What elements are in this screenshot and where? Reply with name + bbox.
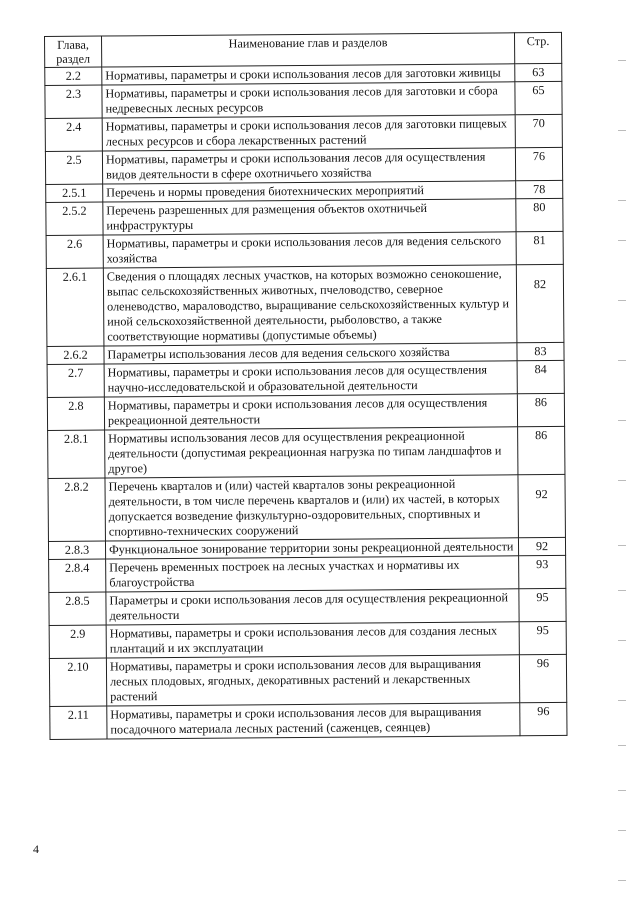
section-title: Нормативы, параметры и сроки использования лесов для выращивания посадочного материала лесных растений (саженцев, сеянцев) — [107, 703, 520, 739]
section-page: 83 — [517, 342, 564, 360]
section-number: 2.6.2 — [47, 346, 104, 364]
section-page: 96 — [520, 702, 567, 735]
margin-tick — [618, 480, 626, 481]
section-number: 2.2 — [45, 67, 102, 85]
section-number: 2.3 — [45, 85, 102, 118]
table-row — [45, 81, 562, 118]
table-header-row — [45, 32, 562, 67]
section-number: 2.5 — [45, 151, 102, 184]
section-title: Нормативы, параметры и сроки использования лесов для выращивания лесных плодовых, ягодных, декоративных растений и лекарственных растений — [106, 655, 519, 706]
section-page: 81 — [516, 231, 563, 264]
section-page: 95 — [519, 621, 566, 654]
table-row — [46, 198, 563, 235]
margin-tick — [618, 240, 626, 241]
table-of-contents — [44, 32, 568, 740]
header-chapter-title: Наименование глав и разделов — [102, 33, 515, 67]
section-number: 2.5.2 — [46, 202, 103, 235]
section-page: 95 — [519, 588, 566, 621]
section-number: 2.6 — [46, 235, 103, 268]
section-page: 93 — [519, 555, 566, 588]
margin-tick — [618, 880, 626, 881]
scan-margin-marks — [600, 0, 630, 905]
section-number: 2.10 — [49, 658, 106, 706]
table-row — [47, 360, 564, 397]
section-number: 2.11 — [50, 706, 107, 739]
section-title: Перечень кварталов и (или) частей кварталов зоны рекреационной деятельности, в том числе перечень кварталов и (или) их частей, в которых допускается возведение физкультурно-оздоровительных, спортивных и спортивно-технических сооружений — [105, 475, 518, 541]
margin-tick — [618, 200, 626, 201]
section-page: 86 — [518, 426, 565, 474]
margin-tick — [618, 420, 626, 421]
margin-tick — [618, 60, 626, 61]
section-page: 80 — [516, 198, 563, 231]
section-page: 96 — [519, 654, 566, 702]
table-row — [49, 654, 566, 706]
section-page: 86 — [517, 393, 564, 426]
section-title: Функциональное зонирование территории зоны рекреационной деятельности — [105, 538, 518, 559]
table-row — [48, 426, 565, 478]
header-page: Стр. — [514, 32, 561, 63]
section-title: Нормативы, параметры и сроки использования лесов для осуществления научно-исследовательской и образовательной деятельности — [104, 361, 517, 397]
margin-tick — [618, 545, 626, 546]
section-title: Нормативы использования лесов для осуществления рекреационной деятельности (допустимая рекреационная нагрузка по типам ландшафтов и другое) — [105, 427, 518, 478]
table-row — [49, 621, 566, 658]
section-page: 63 — [515, 63, 562, 81]
toc-sheet — [44, 32, 568, 740]
section-title: Перечень и нормы проведения биотехнических мероприятий — [103, 181, 516, 202]
table-row — [47, 393, 564, 430]
section-number: 2.9 — [49, 625, 106, 658]
margin-tick — [618, 360, 626, 361]
table-row — [50, 702, 567, 739]
section-page: 65 — [515, 81, 562, 114]
section-title: Параметры использования лесов для ведения сельского хозяйства — [104, 343, 517, 364]
table-body — [45, 63, 567, 739]
section-number: 2.8.3 — [48, 541, 105, 559]
section-page: 92 — [518, 537, 565, 555]
table-row — [45, 114, 562, 151]
section-page: 82 — [516, 264, 564, 342]
section-number: 2.8.2 — [48, 478, 105, 541]
table-row — [46, 231, 563, 268]
section-title: Перечень разрешенных для размещения объектов охотничьей инфраструктуры — [103, 199, 516, 235]
section-number: 2.8 — [47, 397, 104, 430]
section-title: Сведения о площадях лесных участков, на которых возможно сенокошение, выпас сельскохозяйственных животных, пчеловодство, северное оленеводство, мараловодство, выращивание сельскохозяйственных культур и иной сельскохозяйственной деятельности, рыболовство, а также соответствующие нормативы (допустимые объемы) — [103, 265, 517, 346]
section-title: Нормативы, параметры и сроки использования лесов для ведения сельского хозяйства — [103, 232, 516, 268]
section-page: 76 — [515, 147, 562, 180]
section-page: 78 — [516, 180, 563, 198]
table-row — [48, 474, 565, 541]
section-page: 70 — [515, 114, 562, 147]
section-number: 2.5.1 — [46, 184, 103, 202]
table-row — [49, 588, 566, 625]
section-title: Параметры и сроки использования лесов для осуществления рекреационной деятельности — [106, 589, 519, 625]
section-number: 2.8.1 — [48, 430, 105, 478]
section-title: Нормативы, параметры и сроки использования лесов для заготовки живицы — [102, 64, 515, 85]
section-title: Нормативы, параметры и сроки использования лесов для осуществления видов деятельности в сфере охотничьего хозяйства — [102, 148, 515, 184]
margin-tick — [618, 700, 626, 701]
section-title: Нормативы, параметры и сроки использования лесов для заготовки и сбора недревесных лесных ресурсов — [102, 82, 515, 118]
header-chapter-section: Глава, раздел — [45, 36, 102, 67]
section-number: 2.6.1 — [46, 268, 104, 346]
table-row — [46, 264, 564, 346]
margin-tick — [618, 830, 626, 831]
margin-tick — [618, 745, 626, 746]
margin-tick — [618, 590, 626, 591]
table-row — [45, 147, 562, 184]
margin-tick — [618, 640, 626, 641]
section-number: 2.8.5 — [49, 592, 106, 625]
section-title: Нормативы, параметры и сроки использования лесов для создания лесных плантаций и их эксплуатации — [106, 622, 519, 658]
section-title: Перечень временных построек на лесных участках и нормативы их благоустройства — [106, 556, 519, 592]
section-page: 84 — [517, 360, 564, 393]
margin-tick — [618, 790, 626, 791]
margin-tick — [618, 130, 626, 131]
section-title: Нормативы, параметры и сроки использования лесов для осуществления рекреационной деятельности — [104, 394, 517, 430]
section-title: Нормативы, параметры и сроки использования лесов для заготовки пищевых лесных ресурсов и сбора лекарственных растений — [102, 115, 515, 151]
section-number: 2.7 — [47, 364, 104, 397]
table-row — [49, 555, 566, 592]
margin-tick — [618, 300, 626, 301]
section-page: 92 — [518, 474, 565, 537]
section-number: 2.4 — [45, 118, 102, 151]
page-number: 4 — [33, 842, 39, 856]
section-number: 2.8.4 — [49, 559, 106, 592]
